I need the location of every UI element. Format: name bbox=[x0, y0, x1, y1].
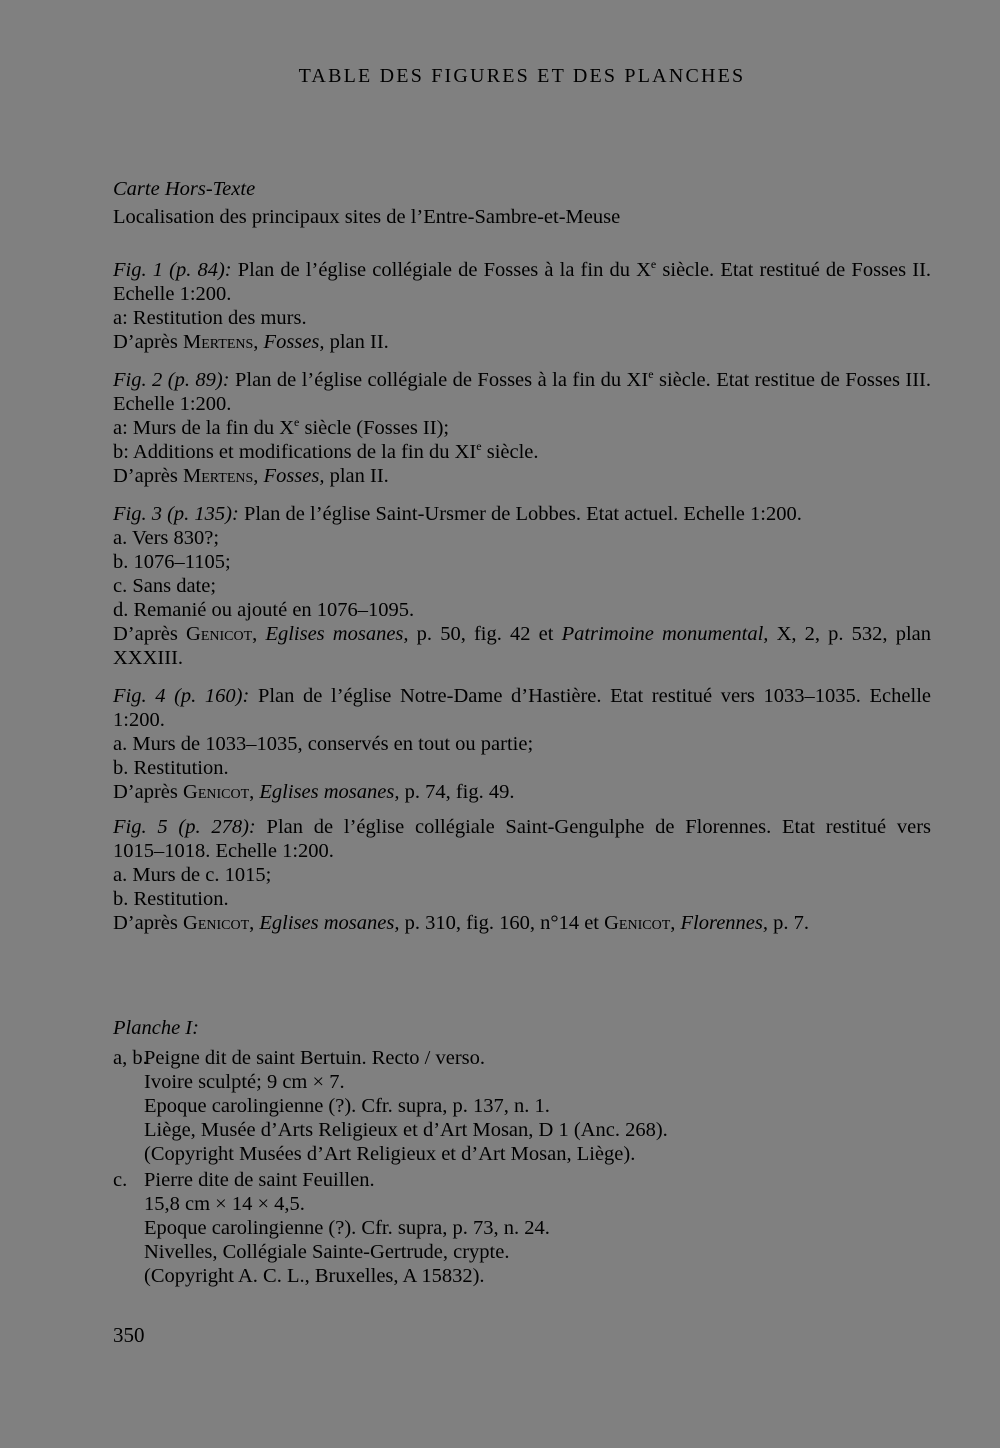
fig4-ref: Fig. 4 (p. 160): bbox=[113, 685, 250, 707]
planche-c-line-5: (Copyright A. C. L., Bruxelles, A 15832). bbox=[144, 1265, 485, 1287]
fig2-line-3: a: Murs de la fin du Xe siècle (Fosses II); bbox=[113, 415, 450, 439]
fig3-line-4: c. Sans date; bbox=[113, 575, 217, 597]
planche-c-line-4: Nivelles, Collégiale Sainte-Gertrude, crypte. bbox=[144, 1241, 510, 1263]
planche-ab-line-4: Liège, Musée d’Arts Religieux et d’Art Mosan, D 1 (Anc. 268). bbox=[144, 1119, 668, 1141]
fig5-line-3: a. Murs de c. 1015; bbox=[113, 864, 272, 886]
planche-section bbox=[113, 1016, 931, 1288]
carte-heading: Carte Hors-Texte bbox=[113, 178, 256, 200]
fig2-line-5: D’après Mertens, Fosses, plan II. bbox=[113, 465, 389, 487]
fig2-entry bbox=[113, 368, 931, 488]
planche-ab-line-3: Epoque carolingienne (?). Cfr. supra, p. 137, n. 1. bbox=[144, 1095, 550, 1117]
fig3-entry bbox=[113, 502, 931, 670]
fig5-line-4: b. Restitution. bbox=[113, 888, 229, 910]
planche-c-line-3: Epoque carolingienne (?). Cfr. supra, p. 73, n. 24. bbox=[144, 1217, 550, 1239]
fig4-line-5: D’après Genicot, Eglises mosanes, p. 74, fig. 49. bbox=[113, 781, 515, 803]
fig5-ref: Fig. 5 (p. 278): bbox=[113, 816, 256, 838]
fig1-line-2: Echelle 1:200. bbox=[113, 283, 232, 305]
carte-section bbox=[113, 177, 931, 229]
planche-ab-line-1: a, b.Peigne dit de saint Bertuin. Recto / verso. bbox=[113, 1047, 486, 1069]
fig5-entry bbox=[113, 815, 931, 935]
fig4-line-4: b. Restitution. bbox=[113, 757, 229, 779]
fig3-line-5: d. Remanié ou ajouté en 1076–1095. bbox=[113, 599, 415, 621]
planche-c-line-2: 15,8 cm × 14 × 4,5. bbox=[144, 1193, 305, 1215]
fig3-line-6: D’après Genicot, Eglises mosanes, p. 50, fig. 42 et Patrimoine monumental, X, 2, p. 532, plan bbox=[113, 623, 931, 645]
fig1-line-4: D’après Mertens, Fosses, plan II. bbox=[113, 331, 389, 353]
planche-c-label: c. bbox=[113, 1169, 128, 1191]
fig3-line-1: Fig. 3 (p. 135): Plan de l’église Saint-Ursmer de Lobbes. Etat actuel. Echelle 1:200. bbox=[113, 503, 802, 525]
planche-ab-line-2: Ivoire sculpté; 9 cm × 7. bbox=[144, 1071, 345, 1093]
fig4-line-1: Fig. 4 (p. 160): Plan de l’église Notre-Dame d’Hastière. Etat restitué vers 1033–1035. Echelle bbox=[113, 685, 931, 707]
planche-c-line-1: c. Pierre dite de saint Feuillen. bbox=[113, 1169, 375, 1191]
running-head: TABLE DES FIGURES ET DES PLANCHES bbox=[298, 65, 746, 87]
fig3-line-7: XXXIII. bbox=[113, 647, 184, 669]
fig2-line-4: b: Additions et modifications de la fin du XIe siècle. bbox=[113, 439, 539, 463]
fig4-line-3: a. Murs de 1033–1035, conservés en tout ou partie; bbox=[113, 733, 534, 755]
fig2-ref: Fig. 2 (p. 89): bbox=[113, 369, 230, 391]
fig1-ref: Fig. 1 (p. 84): bbox=[113, 259, 232, 281]
fig3-line-3: b. 1076–1105; bbox=[113, 551, 231, 573]
planche-heading: Planche I: bbox=[113, 1017, 199, 1039]
carte-text: Localisation des principaux sites de l’Entre-Sambre-et-Meuse bbox=[113, 206, 621, 228]
page-number: 350 bbox=[113, 1323, 145, 1347]
fig3-line-2: a. Vers 830?; bbox=[113, 527, 220, 549]
planche-ab-label: a, b. bbox=[113, 1047, 148, 1069]
fig5-line-2: 1015–1018. Echelle 1:200. bbox=[113, 840, 334, 862]
fig5-line-1: Fig. 5 (p. 278): Plan de l’église collégiale Saint-Gengulphe de Florennes. Etat restitué vers bbox=[113, 816, 932, 838]
fig4-line-2: 1:200. bbox=[113, 709, 165, 731]
fig5-line-5: D’après Genicot, Eglises mosanes, p. 310, fig. 160, n°14 et Genicot, Florennes, p. 7. bbox=[113, 912, 810, 934]
fig2-line-1: Fig. 2 (p. 89): Plan de l’église collégiale de Fosses à la fin du XIe siècle. Etat restitue de Fosses III. bbox=[113, 367, 932, 391]
planche-ab-line-5: (Copyright Musées d’Art Religieux et d’Art Mosan, Liège). bbox=[144, 1143, 636, 1165]
fig1-line-3: a: Restitution des murs. bbox=[113, 307, 307, 329]
fig2-line-2: Echelle 1:200. bbox=[113, 393, 232, 415]
fig1-line-1: Fig. 1 (p. 84): Plan de l’église collégiale de Fosses à la fin du Xe siècle. Etat restitué de Fosses II. bbox=[113, 257, 932, 281]
fig1-entry bbox=[113, 258, 931, 354]
fig4-entry bbox=[113, 684, 931, 804]
fig3-ref: Fig. 3 (p. 135): bbox=[113, 503, 239, 525]
